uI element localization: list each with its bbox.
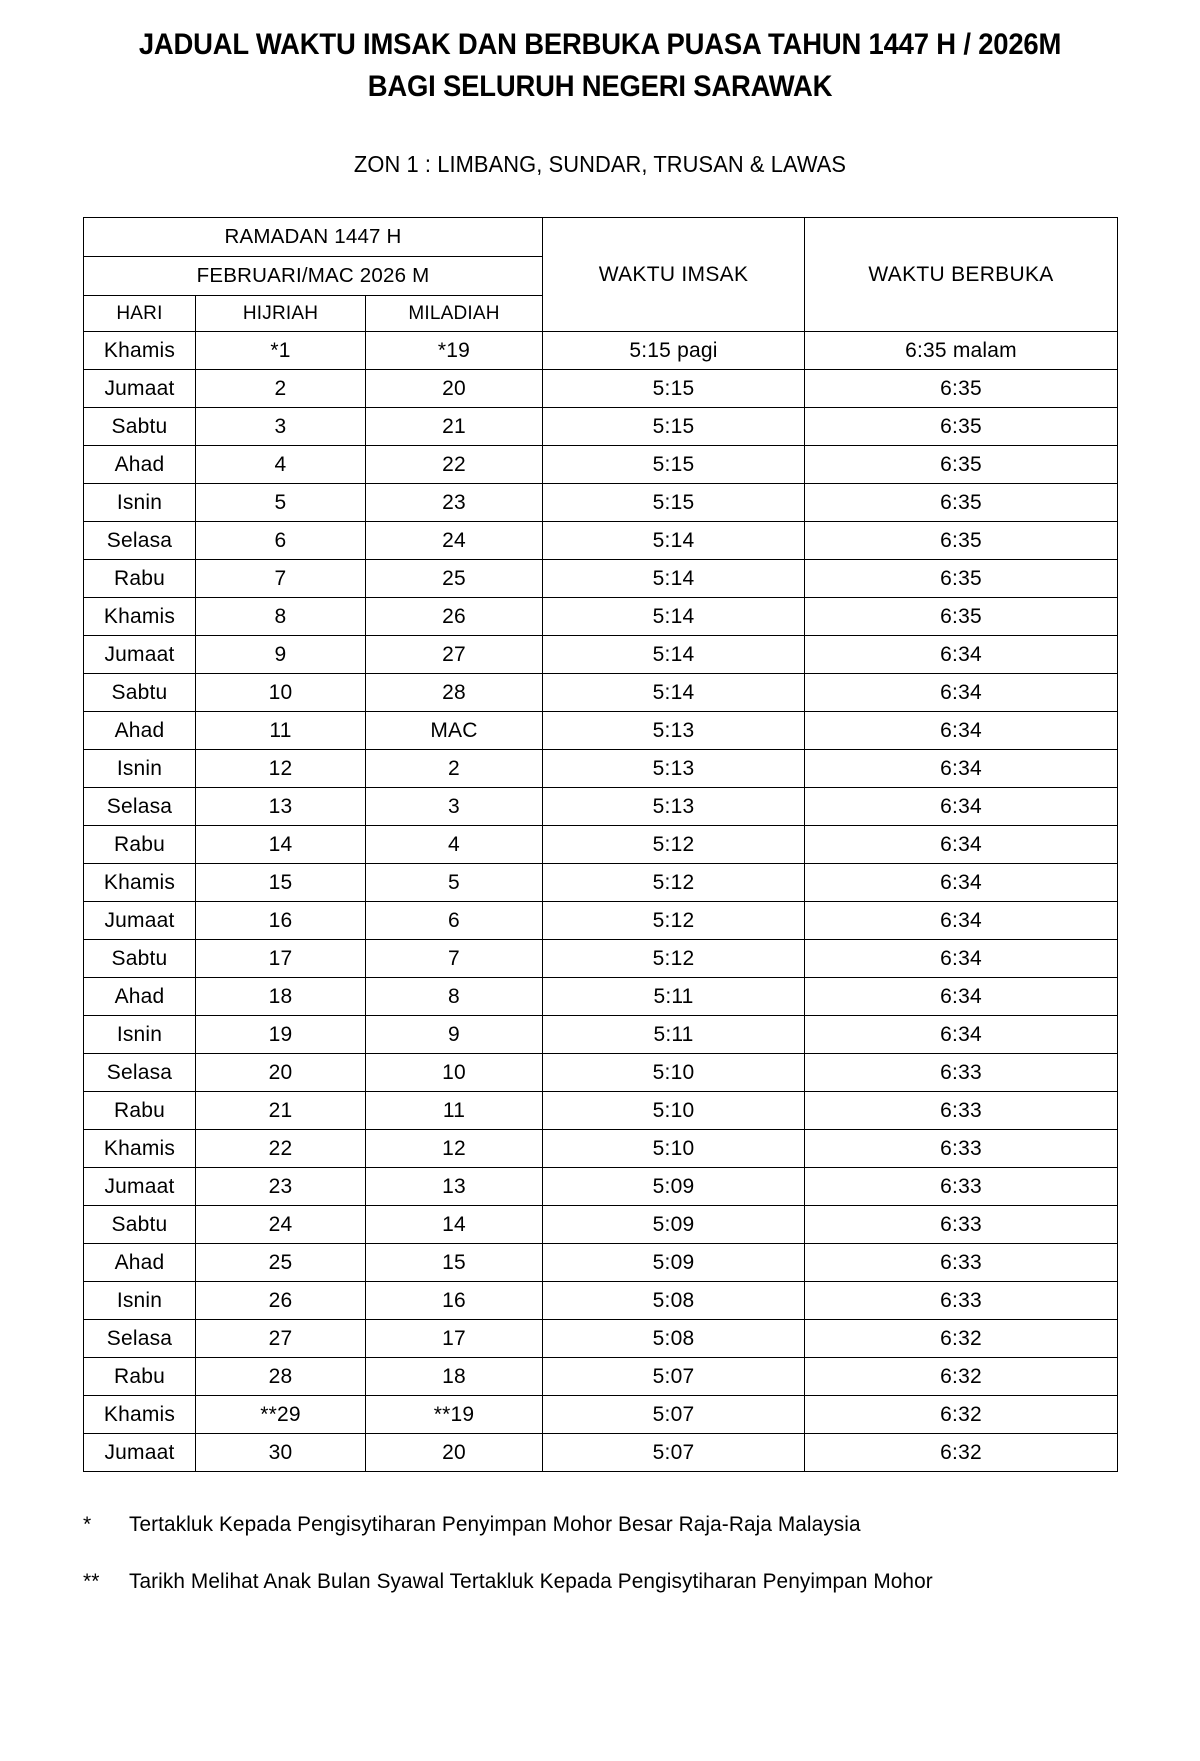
cell-hijriah: 21 bbox=[196, 1092, 366, 1130]
table-row bbox=[84, 446, 1118, 484]
cell-hijriah: 8 bbox=[196, 598, 366, 636]
table-row bbox=[84, 484, 1118, 522]
column-header-hari: HARI bbox=[84, 296, 196, 332]
table-row bbox=[84, 1092, 1118, 1130]
cell-hari: Selasa bbox=[84, 522, 196, 560]
cell-miladiah: 4 bbox=[366, 826, 543, 864]
cell-miladiah: 15 bbox=[366, 1244, 543, 1282]
cell-hijriah: 18 bbox=[196, 978, 366, 1016]
cell-hijriah: 28 bbox=[196, 1358, 366, 1396]
cell-hijriah: 16 bbox=[196, 902, 366, 940]
cell-miladiah: 5 bbox=[366, 864, 543, 902]
cell-imsak: 5:14 bbox=[543, 674, 805, 712]
cell-imsak: 5:14 bbox=[543, 598, 805, 636]
cell-berbuka: 6:35 bbox=[805, 446, 1118, 484]
cell-hari: Ahad bbox=[84, 446, 196, 484]
cell-imsak: 5:14 bbox=[543, 636, 805, 674]
cell-hari: Khamis bbox=[84, 332, 196, 370]
cell-hari: Sabtu bbox=[84, 408, 196, 446]
cell-hari: Selasa bbox=[84, 1320, 196, 1358]
footnote bbox=[83, 1569, 1117, 1594]
cell-berbuka: 6:33 bbox=[805, 1282, 1118, 1320]
cell-berbuka: 6:35 bbox=[805, 560, 1118, 598]
page-title-line-1: JADUAL WAKTU IMSAK DAN BERBUKA PUASA TAHUN 1447 H / 2026M bbox=[138, 28, 1062, 61]
cell-berbuka: 6:35 bbox=[805, 408, 1118, 446]
cell-miladiah: 7 bbox=[366, 940, 543, 978]
cell-miladiah: 12 bbox=[366, 1130, 543, 1168]
table-body bbox=[84, 332, 1118, 1472]
cell-hari: Khamis bbox=[84, 598, 196, 636]
cell-imsak: 5:08 bbox=[543, 1282, 805, 1320]
cell-hari: Isnin bbox=[84, 1282, 196, 1320]
header-ramadan-year: RAMADAN 1447 H bbox=[84, 218, 543, 257]
cell-berbuka: 6:34 bbox=[805, 940, 1118, 978]
cell-berbuka: 6:34 bbox=[805, 1016, 1118, 1054]
table-row bbox=[84, 1434, 1118, 1472]
cell-hijriah: 20 bbox=[196, 1054, 366, 1092]
cell-hijriah: *1 bbox=[196, 332, 366, 370]
cell-miladiah: 11 bbox=[366, 1092, 543, 1130]
cell-miladiah: 17 bbox=[366, 1320, 543, 1358]
cell-berbuka: 6:35 bbox=[805, 484, 1118, 522]
cell-hari: Rabu bbox=[84, 1358, 196, 1396]
cell-imsak: 5:13 bbox=[543, 750, 805, 788]
cell-hijriah: 7 bbox=[196, 560, 366, 598]
cell-hari: Jumaat bbox=[84, 1168, 196, 1206]
table-row bbox=[84, 902, 1118, 940]
cell-berbuka: 6:32 bbox=[805, 1396, 1118, 1434]
cell-hari: Sabtu bbox=[84, 1206, 196, 1244]
header-gregorian-months: FEBRUARI/MAC 2026 M bbox=[84, 257, 543, 296]
cell-imsak: 5:11 bbox=[543, 978, 805, 1016]
cell-berbuka: 6:33 bbox=[805, 1130, 1118, 1168]
cell-hari: Jumaat bbox=[84, 902, 196, 940]
cell-berbuka: 6:33 bbox=[805, 1092, 1118, 1130]
cell-imsak: 5:15 bbox=[543, 446, 805, 484]
table-row bbox=[84, 1168, 1118, 1206]
cell-hijriah: 25 bbox=[196, 1244, 366, 1282]
cell-hari: Jumaat bbox=[84, 1434, 196, 1472]
cell-imsak: 5:10 bbox=[543, 1092, 805, 1130]
table-row bbox=[84, 712, 1118, 750]
table-row bbox=[84, 750, 1118, 788]
cell-berbuka: 6:32 bbox=[805, 1358, 1118, 1396]
cell-imsak: 5:09 bbox=[543, 1244, 805, 1282]
page-title-line-2: BAGI SELURUH NEGERI SARAWAK bbox=[367, 69, 833, 103]
cell-miladiah: MAC bbox=[366, 712, 543, 750]
zone-subtitle: ZON 1 : LIMBANG, SUNDAR, TRUSAN & LAWAS bbox=[353, 150, 847, 177]
cell-hari: Ahad bbox=[84, 712, 196, 750]
cell-imsak: 5:13 bbox=[543, 788, 805, 826]
cell-hari: Isnin bbox=[84, 1016, 196, 1054]
cell-imsak: 5:09 bbox=[543, 1168, 805, 1206]
cell-hijriah: 13 bbox=[196, 788, 366, 826]
cell-hijriah: 15 bbox=[196, 864, 366, 902]
cell-berbuka: 6:33 bbox=[805, 1054, 1118, 1092]
cell-miladiah: 25 bbox=[366, 560, 543, 598]
cell-miladiah: 13 bbox=[366, 1168, 543, 1206]
cell-hijriah: 6 bbox=[196, 522, 366, 560]
table-row bbox=[84, 560, 1118, 598]
table-row bbox=[84, 674, 1118, 712]
cell-miladiah: 26 bbox=[366, 598, 543, 636]
table-row bbox=[84, 826, 1118, 864]
cell-hari: Ahad bbox=[84, 1244, 196, 1282]
cell-hijriah: 19 bbox=[196, 1016, 366, 1054]
cell-imsak: 5:11 bbox=[543, 1016, 805, 1054]
cell-miladiah: 24 bbox=[366, 522, 543, 560]
header-waktu-berbuka: WAKTU BERBUKA bbox=[805, 218, 1118, 332]
table-row bbox=[84, 1016, 1118, 1054]
cell-imsak: 5:09 bbox=[543, 1206, 805, 1244]
cell-berbuka: 6:34 bbox=[805, 864, 1118, 902]
cell-hari: Rabu bbox=[84, 1092, 196, 1130]
cell-berbuka: 6:33 bbox=[805, 1244, 1118, 1282]
cell-miladiah: **19 bbox=[366, 1396, 543, 1434]
cell-imsak: 5:15 bbox=[543, 370, 805, 408]
cell-hari: Jumaat bbox=[84, 370, 196, 408]
cell-miladiah: 6 bbox=[366, 902, 543, 940]
table-row bbox=[84, 940, 1118, 978]
cell-hari: Rabu bbox=[84, 560, 196, 598]
cell-miladiah: 9 bbox=[366, 1016, 543, 1054]
cell-hari: Sabtu bbox=[84, 674, 196, 712]
cell-hijriah: 17 bbox=[196, 940, 366, 978]
cell-hijriah: 11 bbox=[196, 712, 366, 750]
cell-hari: Jumaat bbox=[84, 636, 196, 674]
cell-berbuka: 6:34 bbox=[805, 674, 1118, 712]
cell-miladiah: 3 bbox=[366, 788, 543, 826]
cell-hijriah: 5 bbox=[196, 484, 366, 522]
cell-imsak: 5:13 bbox=[543, 712, 805, 750]
cell-imsak: 5:10 bbox=[543, 1054, 805, 1092]
cell-hijriah: **29 bbox=[196, 1396, 366, 1434]
title-block bbox=[0, 0, 1200, 178]
cell-hijriah: 4 bbox=[196, 446, 366, 484]
cell-berbuka: 6:34 bbox=[805, 826, 1118, 864]
cell-imsak: 5:15 pagi bbox=[543, 332, 805, 370]
cell-hijriah: 9 bbox=[196, 636, 366, 674]
cell-hari: Khamis bbox=[84, 1396, 196, 1434]
schedule-table-wrapper bbox=[83, 217, 1117, 1472]
cell-hari: Isnin bbox=[84, 484, 196, 522]
cell-berbuka: 6:35 bbox=[805, 598, 1118, 636]
cell-imsak: 5:12 bbox=[543, 940, 805, 978]
cell-miladiah: 20 bbox=[366, 1434, 543, 1472]
cell-hijriah: 30 bbox=[196, 1434, 366, 1472]
cell-imsak: 5:14 bbox=[543, 522, 805, 560]
table-row bbox=[84, 1358, 1118, 1396]
table-row bbox=[84, 1130, 1118, 1168]
cell-hari: Rabu bbox=[84, 826, 196, 864]
cell-miladiah: 21 bbox=[366, 408, 543, 446]
cell-imsak: 5:07 bbox=[543, 1358, 805, 1396]
cell-imsak: 5:15 bbox=[543, 484, 805, 522]
cell-miladiah: 2 bbox=[366, 750, 543, 788]
cell-imsak: 5:10 bbox=[543, 1130, 805, 1168]
cell-berbuka: 6:35 malam bbox=[805, 332, 1118, 370]
table-row bbox=[84, 370, 1118, 408]
header-row-group-hijri bbox=[84, 218, 1118, 257]
cell-berbuka: 6:34 bbox=[805, 712, 1118, 750]
column-header-miladiah: MILADIAH bbox=[366, 296, 543, 332]
cell-berbuka: 6:34 bbox=[805, 750, 1118, 788]
footnote-text: Tarikh Melihat Anak Bulan Syawal Tertakluk Kepada Pengisytiharan Penyimpan Mohor bbox=[129, 1569, 933, 1593]
table-row bbox=[84, 332, 1118, 370]
table-row bbox=[84, 636, 1118, 674]
cell-miladiah: 28 bbox=[366, 674, 543, 712]
cell-imsak: 5:15 bbox=[543, 408, 805, 446]
column-header-hijriah: HIJRIAH bbox=[196, 296, 366, 332]
table-row bbox=[84, 1282, 1118, 1320]
cell-miladiah: 14 bbox=[366, 1206, 543, 1244]
footnote-text: Tertakluk Kepada Pengisytiharan Penyimpan Mohor Besar Raja-Raja Malaysia bbox=[129, 1513, 861, 1537]
cell-berbuka: 6:32 bbox=[805, 1434, 1118, 1472]
table-row bbox=[84, 598, 1118, 636]
footnote-marker: * bbox=[83, 1513, 92, 1537]
cell-imsak: 5:14 bbox=[543, 560, 805, 598]
cell-hijriah: 12 bbox=[196, 750, 366, 788]
cell-miladiah: 16 bbox=[366, 1282, 543, 1320]
cell-berbuka: 6:35 bbox=[805, 522, 1118, 560]
cell-hari: Selasa bbox=[84, 1054, 196, 1092]
cell-miladiah: 27 bbox=[366, 636, 543, 674]
cell-imsak: 5:12 bbox=[543, 902, 805, 940]
cell-berbuka: 6:33 bbox=[805, 1168, 1118, 1206]
cell-miladiah: 20 bbox=[366, 370, 543, 408]
cell-berbuka: 6:35 bbox=[805, 370, 1118, 408]
cell-miladiah: 10 bbox=[366, 1054, 543, 1092]
table-row bbox=[84, 522, 1118, 560]
cell-imsak: 5:07 bbox=[543, 1434, 805, 1472]
footnote-marker: ** bbox=[83, 1569, 100, 1593]
table-row bbox=[84, 1396, 1118, 1434]
table-row bbox=[84, 1244, 1118, 1282]
table-row bbox=[84, 1320, 1118, 1358]
cell-hijriah: 10 bbox=[196, 674, 366, 712]
footnote bbox=[83, 1512, 1117, 1537]
cell-miladiah: 22 bbox=[366, 446, 543, 484]
table-row bbox=[84, 864, 1118, 902]
cell-hijriah: 27 bbox=[196, 1320, 366, 1358]
table-row bbox=[84, 788, 1118, 826]
cell-berbuka: 6:34 bbox=[805, 978, 1118, 1016]
table-header bbox=[84, 218, 1118, 332]
table-row bbox=[84, 1206, 1118, 1244]
cell-hijriah: 3 bbox=[196, 408, 366, 446]
cell-berbuka: 6:34 bbox=[805, 788, 1118, 826]
cell-hijriah: 26 bbox=[196, 1282, 366, 1320]
cell-berbuka: 6:33 bbox=[805, 1206, 1118, 1244]
cell-hari: Khamis bbox=[84, 1130, 196, 1168]
cell-hijriah: 14 bbox=[196, 826, 366, 864]
cell-imsak: 5:07 bbox=[543, 1396, 805, 1434]
cell-miladiah: 23 bbox=[366, 484, 543, 522]
cell-hari: Ahad bbox=[84, 978, 196, 1016]
cell-imsak: 5:12 bbox=[543, 826, 805, 864]
cell-hari: Isnin bbox=[84, 750, 196, 788]
table-row bbox=[84, 408, 1118, 446]
footnotes-block bbox=[83, 1472, 1117, 1593]
cell-miladiah: 18 bbox=[366, 1358, 543, 1396]
header-waktu-imsak: WAKTU IMSAK bbox=[543, 218, 805, 332]
cell-berbuka: 6:34 bbox=[805, 636, 1118, 674]
cell-berbuka: 6:34 bbox=[805, 902, 1118, 940]
schedule-table bbox=[83, 217, 1118, 1472]
cell-hijriah: 24 bbox=[196, 1206, 366, 1244]
cell-miladiah: 8 bbox=[366, 978, 543, 1016]
cell-hari: Khamis bbox=[84, 864, 196, 902]
cell-hari: Sabtu bbox=[84, 940, 196, 978]
table-row bbox=[84, 1054, 1118, 1092]
cell-hijriah: 2 bbox=[196, 370, 366, 408]
cell-hijriah: 22 bbox=[196, 1130, 366, 1168]
cell-berbuka: 6:32 bbox=[805, 1320, 1118, 1358]
cell-imsak: 5:08 bbox=[543, 1320, 805, 1358]
cell-imsak: 5:12 bbox=[543, 864, 805, 902]
cell-hari: Selasa bbox=[84, 788, 196, 826]
table-row bbox=[84, 978, 1118, 1016]
cell-miladiah: *19 bbox=[366, 332, 543, 370]
cell-hijriah: 23 bbox=[196, 1168, 366, 1206]
